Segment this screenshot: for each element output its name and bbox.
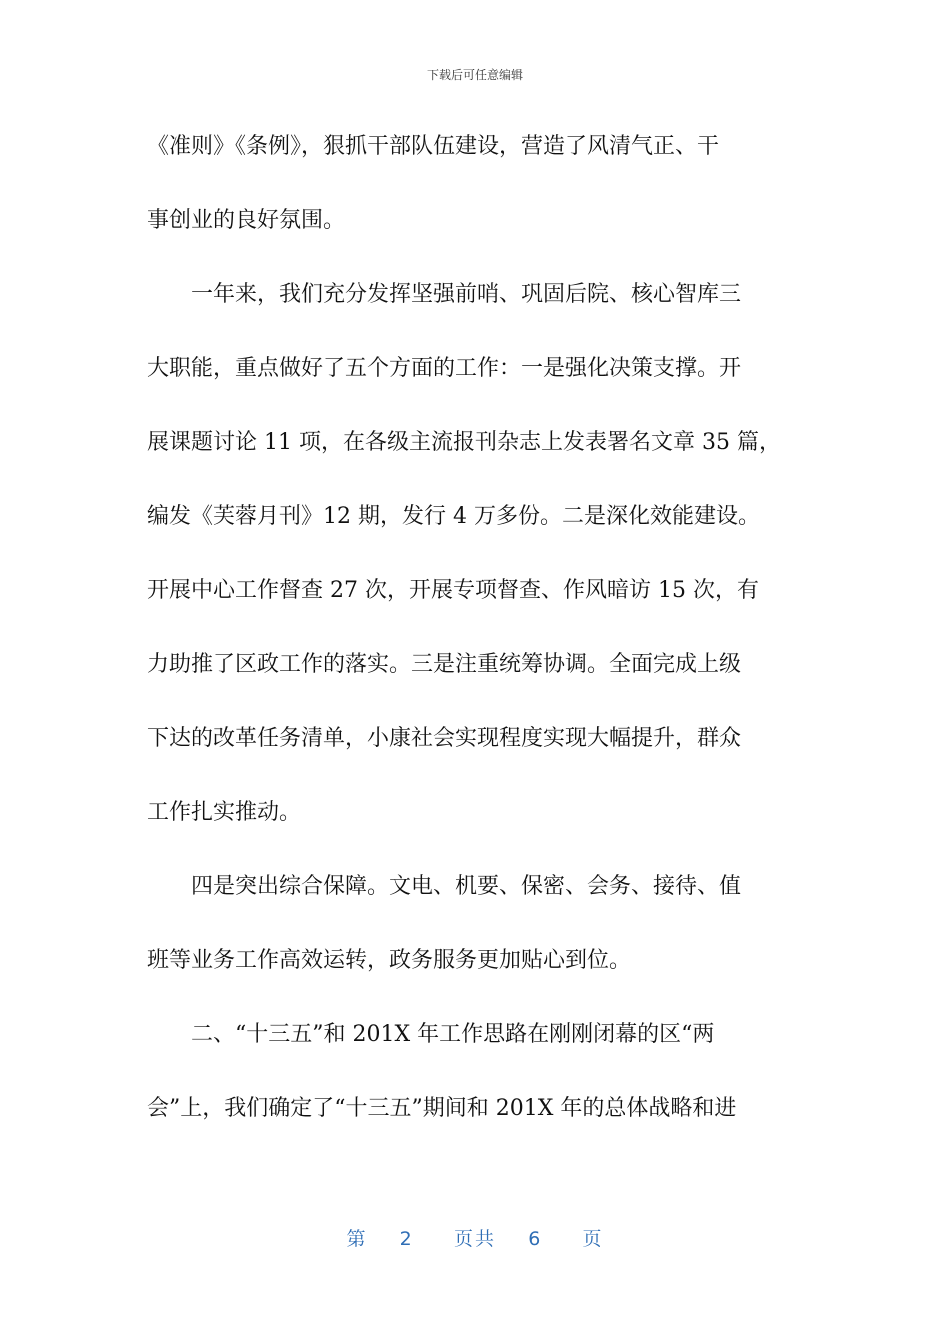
document-body xyxy=(147,110,807,1146)
footer-prefix: 第 xyxy=(346,1228,368,1250)
paragraph-line: 会”上，我们确定了“十三五”期间和 201X 年的总体战略和进 xyxy=(147,1096,737,1121)
paragraph-line: 《准则》《条例》，狠抓干部队伍建设，营造了风清气正、干 xyxy=(147,134,720,159)
page-footer xyxy=(0,1224,950,1251)
paragraph-line: 事创业的良好氛围。 xyxy=(147,208,346,233)
paragraph-line: 大职能，重点做好了五个方面的工作：一是强化决策支撑。开 xyxy=(147,356,742,381)
paragraph-line: 工作扎实推动。 xyxy=(147,800,302,825)
footer-total-pages: 6 xyxy=(528,1228,543,1250)
paragraph-line: 二、“十三五”和 201X 年工作思路在刚刚闭幕的区“两 xyxy=(191,1022,715,1047)
paragraph-line: 班等业务工作高效运转，政务服务更加贴心到位。 xyxy=(147,948,632,973)
paragraph-line: 编发《芙蓉月刊》12 期，发行 4 万多份。二是深化效能建设。 xyxy=(147,504,760,529)
paragraph-line: 展课题讨论 11 项，在各级主流报刊杂志上发表署名文章 35 篇， xyxy=(147,430,781,455)
paragraph-line: 开展中心工作督查 27 次，开展专项督查、作风暗访 15 次，有 xyxy=(147,578,759,603)
footer-current-page: 2 xyxy=(399,1228,414,1250)
paragraph-line: 四是突出综合保障。文电、机要、保密、会务、接待、值 xyxy=(191,874,742,899)
footer-middle: 页共 xyxy=(453,1228,496,1250)
paragraph-line: 下达的改革任务清单，小康社会实现程度实现大幅提升，群众 xyxy=(147,726,742,751)
paragraph-line: 一年来，我们充分发挥坚强前哨、巩固后院、核心智库三 xyxy=(191,282,742,307)
page-header: 下载后可任意编辑 xyxy=(426,68,523,82)
footer-suffix: 页 xyxy=(582,1228,604,1250)
paragraph-line: 力助推了区政工作的落实。三是注重统筹协调。全面完成上级 xyxy=(147,652,742,677)
